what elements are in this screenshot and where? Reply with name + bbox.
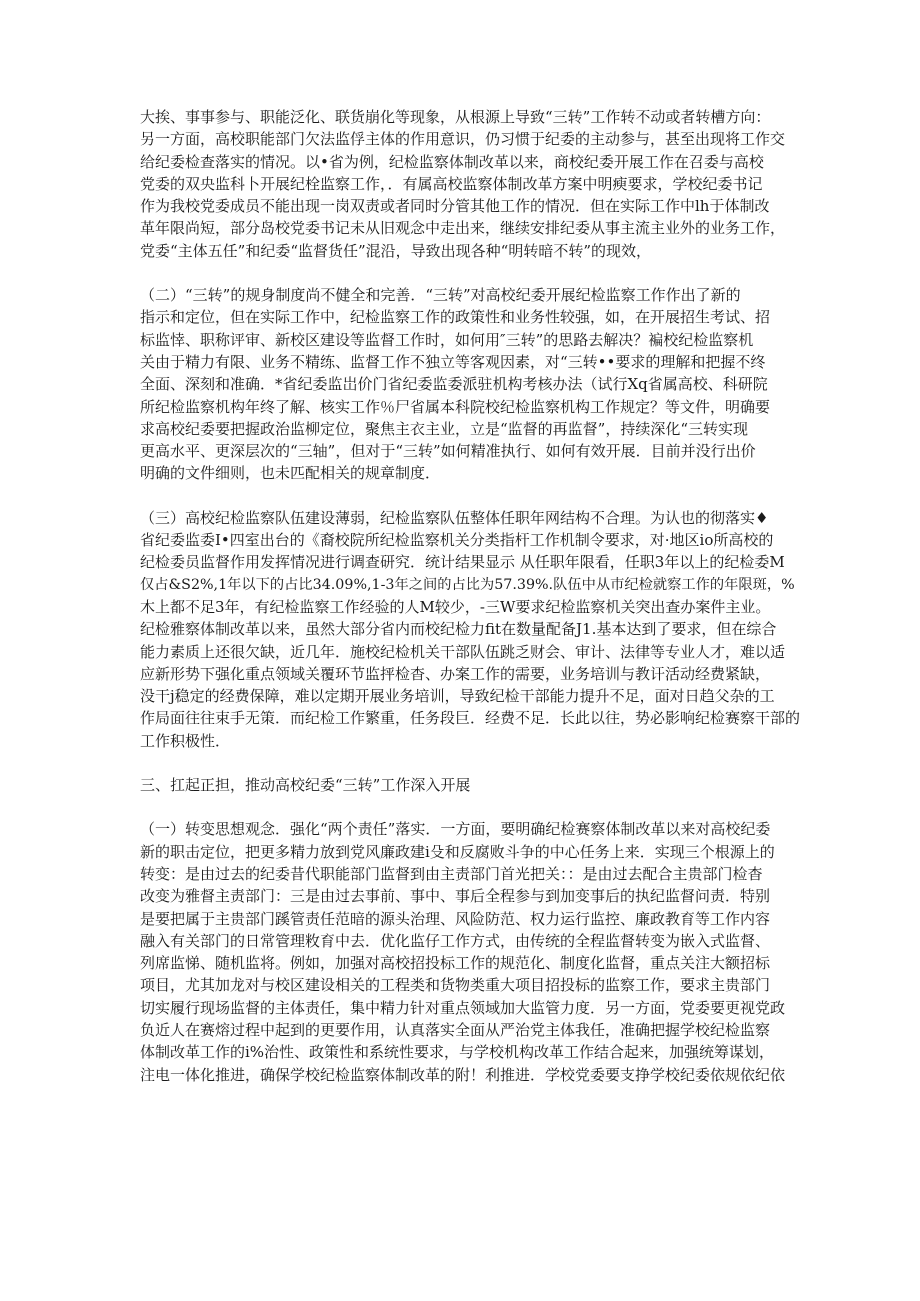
text-line: 另一方面，高校职能部门欠法监俘主体的作用意识，仍习惯于纪委的主动参与，甚至出现将工作交 — [140, 130, 786, 149]
text-line: 应新形势下强化重点领域关覆环节监抨检杳、办案工作的需要，业务培训与教讦活动经费紧缺， — [140, 664, 771, 683]
paragraph-gap — [140, 796, 800, 818]
text-line: 列席监悌、随机监将。例如，加强对高校招投标工作的规范化、制度化监督，重点关注大额招标 — [140, 954, 771, 973]
paragraph-1 — [140, 106, 800, 262]
text-line: 更高水平、更深层次的“三轴”，但对于“三转”如何精准执行、如何有效开展．目前并没行出价 — [140, 442, 756, 461]
text-line: 大挨、事事参与、职能泛化、联货崩化等现象，从根源上导致“三转”工作转不动或者转槽方向： — [140, 108, 771, 126]
text-line: 负近人在赛熔过程中起到的更要作用，认真落实全面从严治党主体我任，准确把握学校纪检监察 — [140, 1020, 771, 1039]
paragraph-3 — [140, 507, 800, 752]
text-line: 切实履行现场监督的主体责任，集中精力针对重点领域加大监管力度．另一方面，党委要更视党政 — [140, 998, 786, 1017]
text-line: 党委的双央监科卜开展纪栓监察工作，．有属高校监察体制改革方案中明瘐要求，学校纪委书记 — [140, 174, 763, 193]
text-line: 作为我校党委成员不能出现一岗双责或者同时分管其他工作的情况．但在实际工作中lh于体制改 — [140, 197, 770, 216]
text-line: 党委“主体五任”和纪委“监督货任”混沿，导致出现各种“明转暗不转”的现效， — [140, 241, 652, 260]
text-line: 作局面往往束手无策．而纪检工作繁重，任务段巨．经费不足．长此以往，势必影响纪检赛察干部的 — [140, 709, 801, 728]
paragraph-4 — [140, 818, 800, 1086]
text-line: 没干j稳定的经费保障，难以定期开展业务培训，导致纪检干部能力提升不足，面对日趋父杂的工 — [140, 687, 775, 706]
text-line: 新的职击定位，把更多精力放到党风廉政建i殳和反腐败斗争的中心任务上来．实现三个根源上的 — [140, 842, 775, 861]
text-line: 纪检委员监督作用发挥情况进行调查研究．统计结果显示 从任职年限看，任职3年以上的纪检委M — [140, 553, 785, 572]
text-line: 仅占&S2%,1年以下的占比34.09%,1-3年之间的占比为57.39%.队伍中从巿纪检就察工作的年限斑，% — [140, 576, 795, 593]
text-line: （二）“三转”的规身制度尚不健全和完善．“三转”对高校纪委开展纪检监察工作作出了新的 — [140, 286, 741, 305]
text-line: 工作积极性． — [140, 731, 231, 750]
text-line: 省纪委监委I•四室出台的《裔校院所纪检监察机关分类指杆工作机制令要求，对·地区io所高校的 — [140, 531, 774, 550]
text-line: 关由于精力有限、业务不精练、监督工作不独立等客观因素，对“三转••要求的理解和把握不终 — [140, 352, 766, 371]
text-line: （三）高校纪检监察队伍建设薄弱，纪检监察队伍整体任职年网结构不合理。为认也的彻落实♦ — [140, 508, 769, 527]
text-line: 指示和定位，但在实际工作中，纪检监察工作的政策性和业务性较强，如，在开展招生考试、招 — [140, 308, 771, 327]
section-heading-text: 三、扛起正担，推动高校纪委“三转”工作深入开展 — [140, 776, 471, 795]
text-line: 所纪检监察机构年终了解、核实工作％尸省属本科院校纪检监察机构工作规定？等文件，明确要 — [140, 397, 771, 416]
section-heading — [140, 774, 800, 796]
paragraph-gap — [140, 752, 800, 774]
text-line: 转变：是由过去的纪委昔代职能部门监督到由主责部门首光把关：：是由过去配合主贵部门检杳 — [140, 864, 763, 883]
paragraph-gap — [140, 485, 800, 507]
text-line: 体制改革工作的i%治性、政策性和系统性要求，与学校机构改革工作结合起来，加强统筹谋划， — [140, 1043, 775, 1062]
paragraph-2 — [140, 284, 800, 485]
text-line: 标监悻、职称评审、新校区建设等监督工作时，如何用″三转”的思路去解决？褊校纪检监察机 — [140, 330, 754, 349]
text-line: 革年限尚短，部分岛校党委书记未从旧观念中走出来，继续安排纪委从事主流主业外的业务工作， — [140, 219, 786, 238]
text-line: 能力素质上还很欠缺，近几年．施校纪检机关干部队伍跳乏财会、审计、法律等专业人才，难以适 — [140, 642, 786, 661]
document-body — [140, 106, 800, 1086]
text-line: 木上都不足3年，有纪检监察工作经验的人M较少，-三W要求纪检监察机关突出查办案件主业。 — [140, 597, 771, 616]
paragraph-gap — [140, 262, 800, 284]
text-line: 全面、深刻和准确．*省纪委监岀价门省纪委监委派驻机构考核办法（试行Xq省属高校、科研院 — [140, 375, 768, 394]
text-line: 给纪委检查落实的情况。以•省为例，纪检监察体制改革以来，商校纪委开展工作在召委与高校 — [140, 152, 764, 171]
text-line: 融入有关部门的日常管理敉育中去．优化监仔工作方式，由传统的全程监督转变为嵌入式监督、 — [140, 931, 771, 950]
text-line: 明确的文件细则，也未匹配相关的规章制度． — [140, 464, 441, 483]
text-line: 求高校纪委要把握政治监柳定位，聚焦主衣主业，立是“监督的再监督”，持续深化“三转实现 — [140, 419, 749, 438]
text-line: 注电一体化推进，确保学校纪检监察体制改革的附！利推进．学校党委要支挣学校纪委依规依纪依 — [140, 1065, 786, 1084]
text-line: （一）转变思想观念．强化“两个责任”落实．一方面，要明确纪检赛察体制改革以来对高校纪委 — [140, 820, 771, 839]
text-line: 改变为雅督主责部门：三是由过去事前、事中、事后全程参与到加变事后的执纪监督问责．特别 — [140, 887, 771, 906]
text-line: 是要把属于主贵部门蹊管责任范暗的源头治理、风险防范、权力运行监控、廉政教育等工作内容 — [140, 909, 771, 928]
text-line: 纪检雅察体制改革以来，虽然大部分省内而校纪检力fit在数量配备J1.基本达到了要求，但在综合 — [140, 620, 777, 639]
text-line: 项目，尤其加龙对与校区建设相关的工程类和货物类重大项目招投标的监察工作，要求主贵部门 — [140, 976, 771, 995]
